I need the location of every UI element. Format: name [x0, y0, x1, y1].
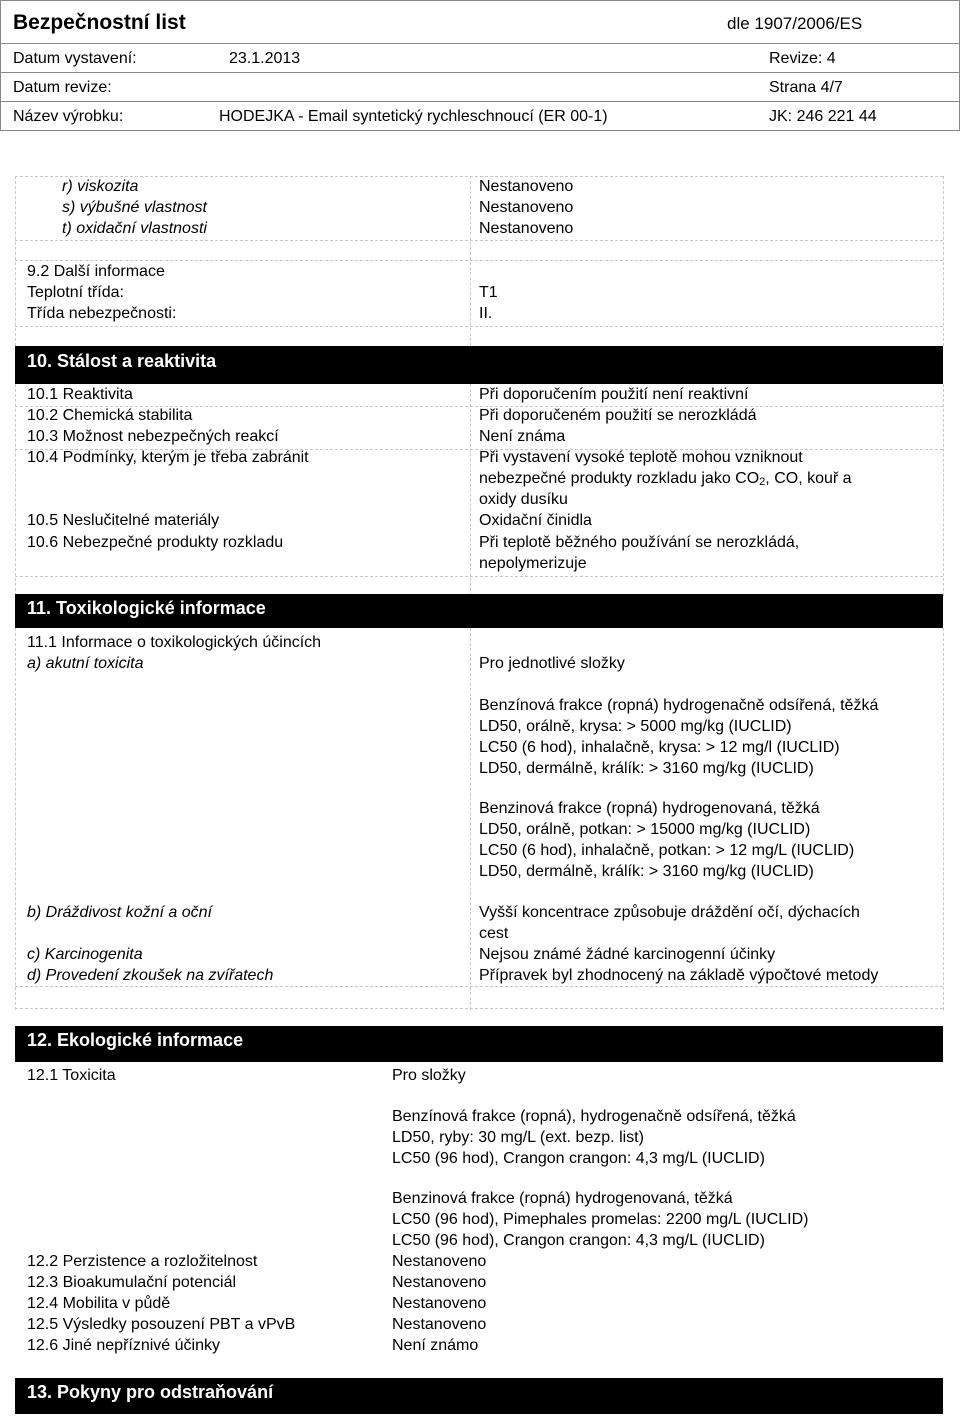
product-name: HODEJKA - Email syntetický rychleschnoucí (ER 00-1)	[219, 108, 608, 125]
eco-row-value: Nestanoveno	[392, 1274, 487, 1291]
subsection-title: 9.2 Další informace	[27, 263, 165, 280]
irritation-line: Vyšší koncentrace způsobuje dráždění očí, dýchacích	[479, 904, 860, 921]
toxicity-line: LC50 (6 hod), inhalačně, krysa: > 12 mg/l (IUCLID)	[479, 739, 840, 756]
jk-code: JK: 246 221 44	[769, 108, 877, 125]
conditions-to-avoid-label: 10.4 Podmínky, kterým je třeba zabránit	[27, 449, 309, 466]
decomposition-products-label: 10.6 Nebezpečné produkty rozkladu	[27, 534, 284, 551]
decomposition-products-line: nepolymerizuje	[479, 555, 587, 572]
grid-line	[15, 240, 943, 241]
page-number: Strana 4/7	[769, 79, 843, 96]
toxicity-line: Benzinová frakce (ropná) hydrogenovaná, těžká	[479, 800, 820, 817]
grid-line	[470, 628, 471, 1010]
temperature-class-label: Teplotní třída:	[27, 284, 124, 301]
section-10-header	[15, 346, 943, 384]
section-12-header	[15, 1026, 943, 1062]
incompatible-materials-label: 10.5 Neslučitelné materiály	[27, 512, 220, 529]
property-value: Nestanoveno	[479, 220, 574, 237]
property-label: t) oxidační vlastnosti	[62, 220, 207, 237]
eco-row-label: 12.4 Mobilita v půdě	[27, 1295, 171, 1312]
property-value: Nestanoveno	[479, 199, 574, 216]
decomposition-products-line: Při teplotě běžného používání se nerozkládá,	[479, 534, 800, 551]
subsection-title: 11.1 Informace o toxikologických účincích	[27, 634, 322, 651]
section-title: 10. Stálost a reaktivita	[27, 351, 217, 371]
toxicity-line: LC50 (6 hod), inhalačně, potkan: > 12 mg/L (IUCLID)	[479, 842, 855, 859]
section-title: 12. Ekologické informace	[27, 1030, 244, 1050]
property-label: s) výbušné vlastnost	[62, 199, 207, 216]
grid-line	[15, 986, 943, 987]
grid-line	[470, 176, 471, 346]
revision-date-label: Datum revize:	[13, 79, 112, 96]
acute-toxicity-label: a) akutní toxicita	[27, 655, 144, 672]
toxicity-line: LD50, orálně, krysa: > 5000 mg/kg (IUCLID)	[479, 718, 792, 735]
eco-row-label: 12.3 Bioakumulační potenciál	[27, 1274, 237, 1291]
eco-toxicity-line: LC50 (96 hod), Pimephales promelas: 2200 mg/L (IUCLID)	[392, 1211, 809, 1228]
grid-line	[15, 176, 16, 346]
reactivity-value: Při doporučením použití není reaktivní	[479, 386, 749, 403]
eco-row-label: 12.2 Perzistence a rozložitelnost	[27, 1253, 258, 1270]
issue-date: 23.1.2013	[229, 50, 301, 67]
eco-row-value: Není známo	[392, 1337, 479, 1354]
eco-toxicity-line: Benzinová frakce (ropná) hydrogenovaná, těžká	[392, 1190, 733, 1207]
toxicity-line: LD50, dermálně, králík: > 3160 mg/kg (IUCLID)	[479, 760, 814, 777]
header-title-row	[1, 1, 959, 44]
product-name-label: Název výrobku:	[13, 108, 124, 125]
grid-line	[15, 326, 943, 327]
property-value: Nestanoveno	[479, 178, 574, 195]
eco-row-value: Nestanoveno	[392, 1316, 487, 1333]
toxicity-label: 12.1 Toxicita	[27, 1067, 116, 1084]
toxicity-line: Benzínová frakce (ropná) hydrogenačně odsířená, těžká	[479, 697, 879, 714]
eco-toxicity-line: Benzínová frakce (ropná), hydrogenačně odsířená, těžká	[392, 1108, 796, 1125]
section-11-header	[15, 594, 943, 628]
eco-toxicity-line: LC50 (96 hod), Crangon crangon: 4,3 mg/L (IUCLID)	[392, 1150, 765, 1167]
incompatible-materials-value: Oxidační činidla	[479, 512, 592, 529]
temperature-class-value: T1	[479, 284, 498, 301]
document-title: Bezpečnostní list	[13, 11, 186, 34]
carcinogenicity-label: c) Karcinogenita	[27, 946, 143, 963]
conditions-text: , CO, kouř a	[765, 470, 852, 487]
stability-value: Při doporučeném použití se nerozkládá	[479, 407, 757, 424]
toxicity-line: LD50, orálně, potkan: > 15000 mg/kg (IUCLID)	[479, 821, 811, 838]
regulation-reference: dle 1907/2006/ES	[727, 14, 863, 33]
eco-row-label: 12.6 Jiné nepříznivé účinky	[27, 1337, 220, 1354]
hazardous-reactions-value: Není známa	[479, 428, 566, 445]
grid-line	[943, 176, 944, 346]
animal-testing-value: Přípravek byl zhodnocený na základě výpočtové metody	[479, 967, 879, 984]
eco-row-label: 12.5 Výsledky posouzení PBT a vPvB	[27, 1316, 296, 1333]
eco-row-value: Nestanoveno	[392, 1253, 487, 1270]
irritation-line: cest	[479, 925, 509, 942]
conditions-to-avoid-line: oxidy dusíku	[479, 491, 568, 508]
document-header	[0, 0, 960, 131]
reactivity-label: 10.1 Reaktivita	[27, 386, 133, 403]
header-row-revision	[1, 73, 959, 102]
section-title: 11. Toxikologické informace	[27, 598, 266, 618]
grid-line	[15, 576, 943, 577]
eco-row-value: Nestanoveno	[392, 1295, 487, 1312]
hazard-class-label: Třída nebezpečnosti:	[27, 305, 177, 322]
hazardous-reactions-label: 10.3 Možnost nebezpečných reakcí	[27, 428, 279, 445]
toxicity-line: LD50, dermálně, králík: > 3160 mg/kg (IUCLID)	[479, 863, 814, 880]
toxicity-intro: Pro složky	[392, 1067, 466, 1084]
eco-toxicity-line: LC50 (96 hod), Crangon crangon: 4,3 mg/L (IUCLID)	[392, 1232, 765, 1249]
conditions-text: nebezpečné produkty rozkladu jako CO	[479, 470, 760, 487]
grid-line	[943, 628, 944, 1010]
carcinogenicity-value: Nejsou známé žádné karcinogenní účinky	[479, 946, 776, 963]
grid-line	[943, 384, 944, 596]
grid-line	[15, 628, 16, 1010]
hazard-class-value: II.	[479, 305, 493, 322]
grid-line	[15, 384, 16, 596]
section-title: 13. Pokyny pro odstraňování	[27, 1382, 274, 1402]
grid-line	[470, 384, 471, 596]
acute-toxicity-intro: Pro jednotlivé složky	[479, 655, 625, 672]
eco-toxicity-line: LD50, ryby: 30 mg/L (ext. bezp. list)	[392, 1129, 644, 1146]
subscript: 2	[759, 476, 766, 488]
conditions-to-avoid-line: Při vystavení vysoké teplotě mohou vzniknout	[479, 449, 803, 466]
issue-date-label: Datum vystavení:	[13, 50, 137, 67]
header-row-issue	[1, 44, 959, 73]
irritation-label: b) Dráždivost kožní a oční	[27, 904, 212, 921]
property-label: r) viskozita	[62, 178, 139, 195]
grid-line	[15, 1008, 943, 1009]
section-13-header	[15, 1378, 943, 1414]
header-row-product	[1, 102, 959, 130]
revision-number: Revize: 4	[769, 50, 836, 67]
stability-label: 10.2 Chemická stabilita	[27, 407, 193, 424]
animal-testing-label: d) Provedení zkoušek na zvířatech	[27, 967, 274, 984]
